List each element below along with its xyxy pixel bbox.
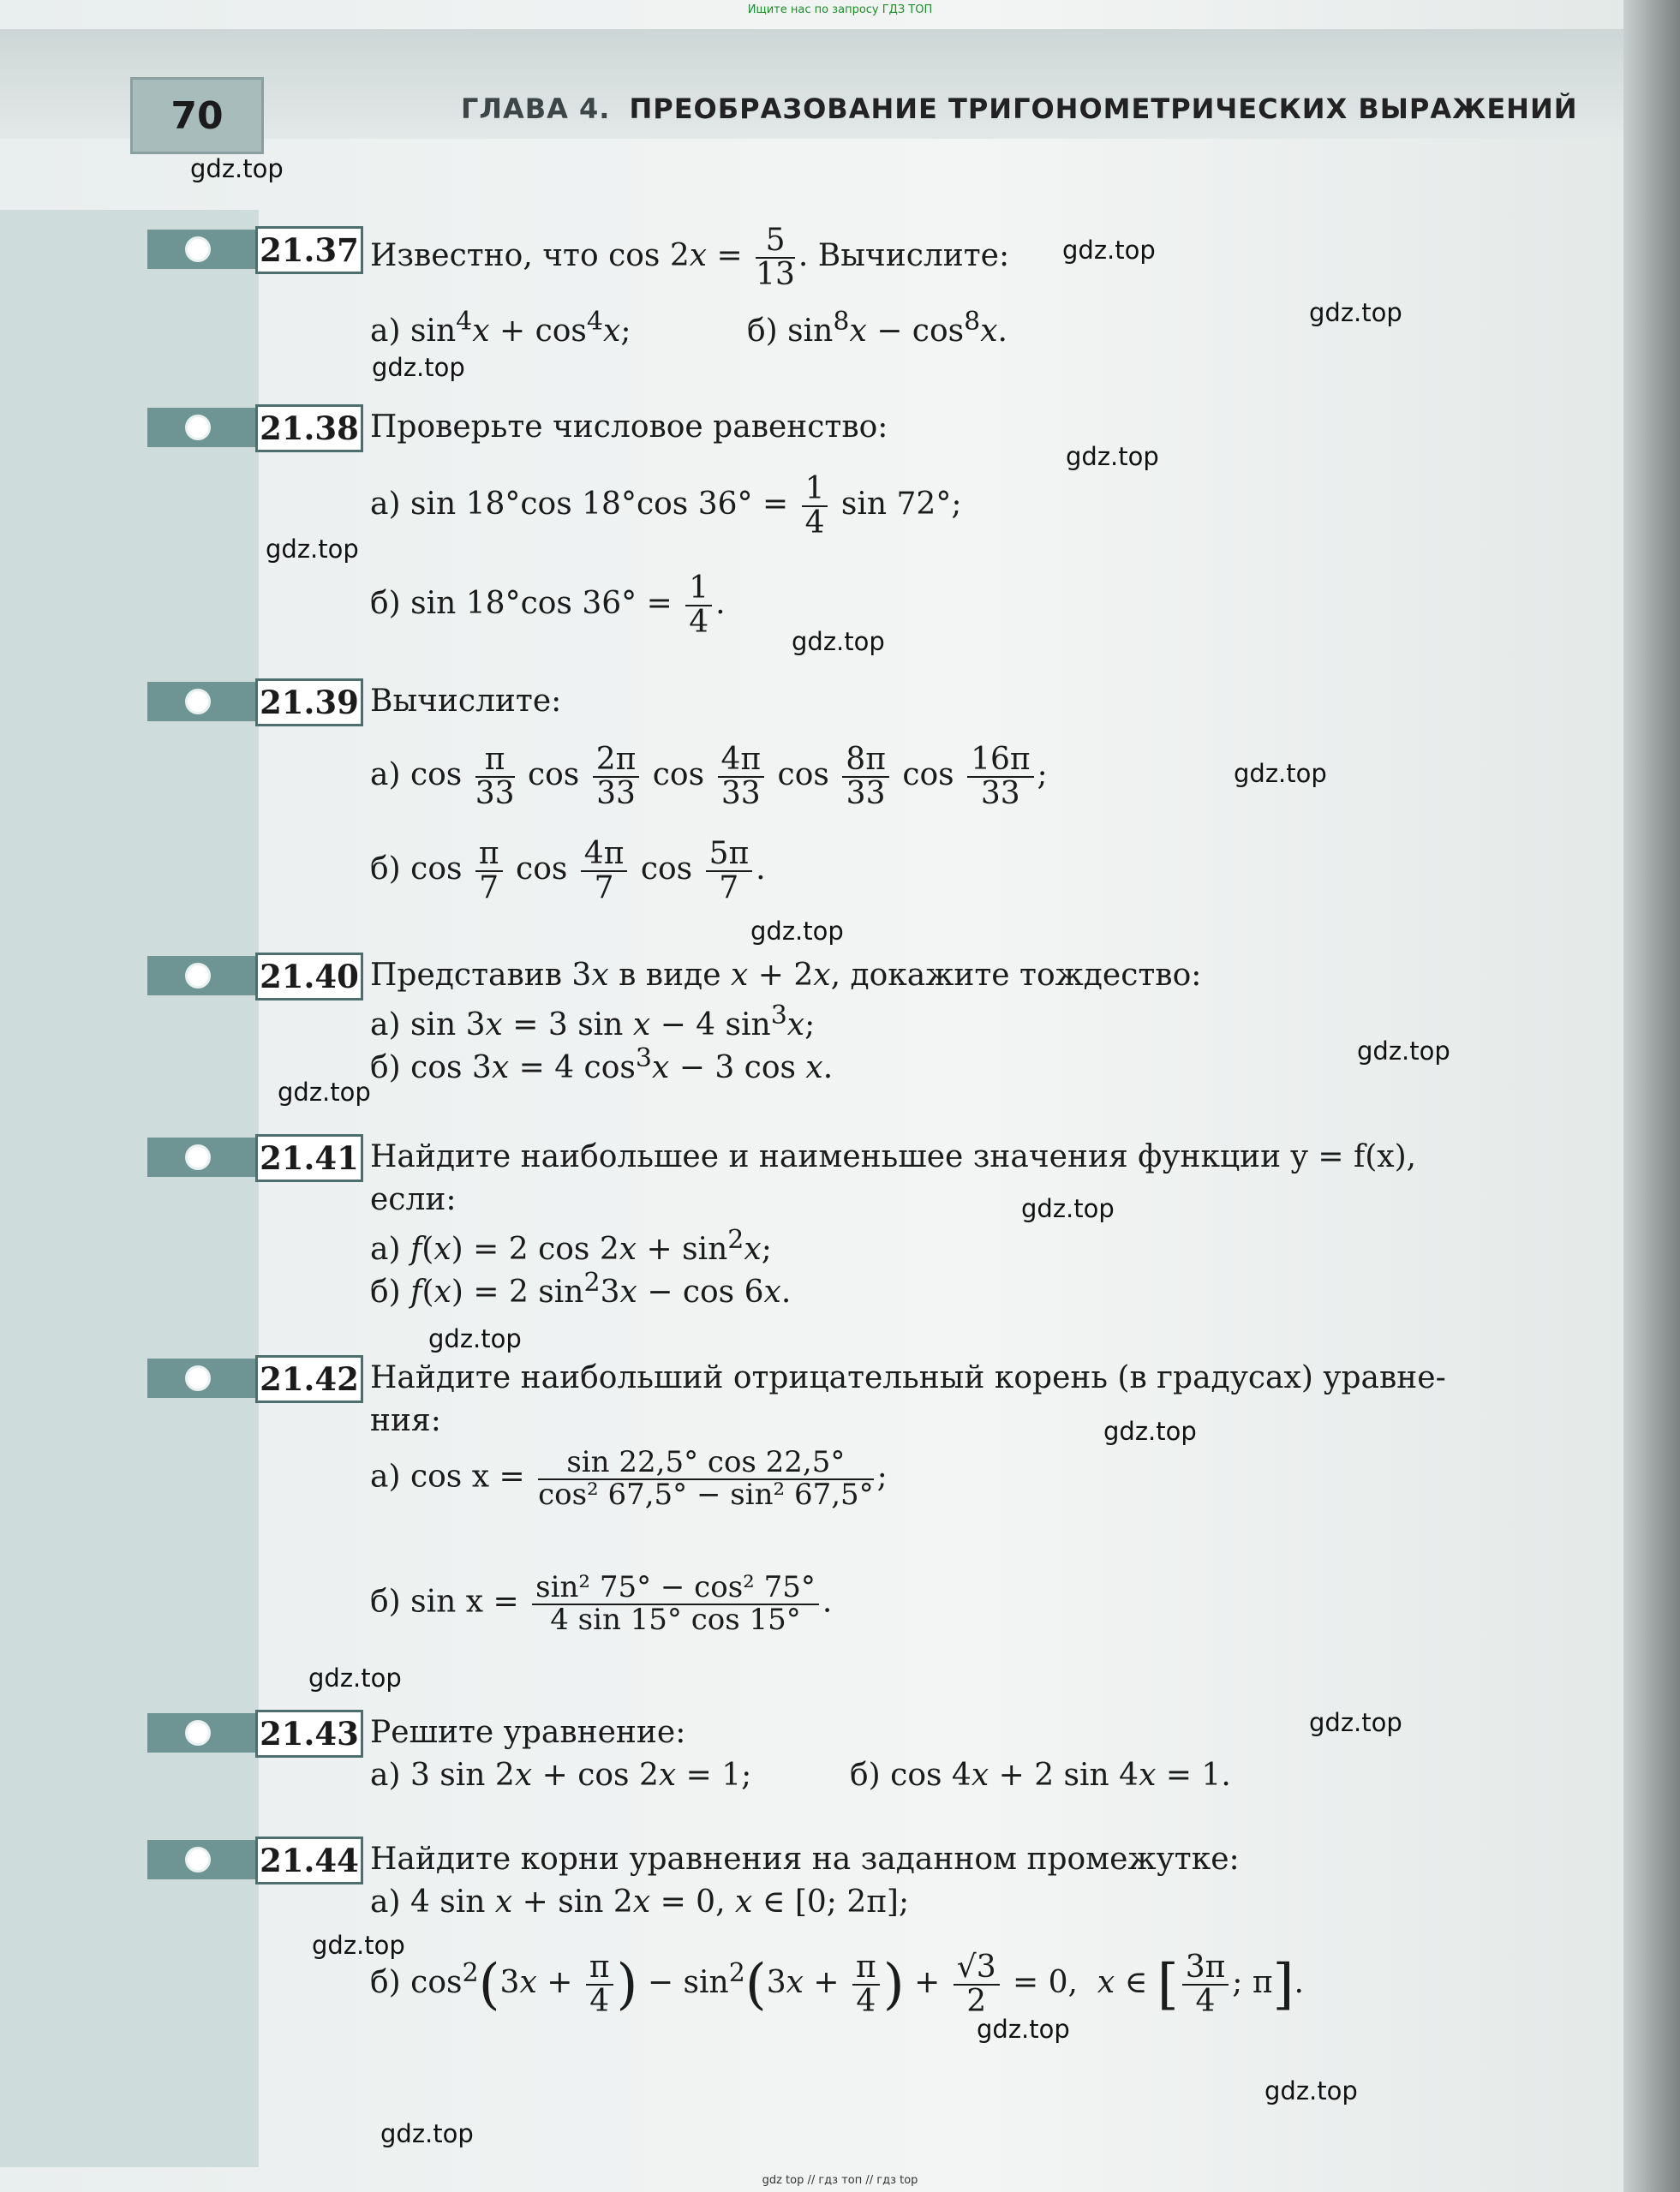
problem-number: 21.42 bbox=[255, 1355, 363, 1403]
problem-part-b: б) f(x) = 2 $\sin^23x - \cos 6x$. bbox=[370, 1268, 792, 1310]
fraction: $\frac{√3}{2}$ bbox=[954, 1951, 1000, 2018]
fraction: $\frac{16\pi}{33}$ bbox=[967, 744, 1033, 810]
circle-icon bbox=[185, 1847, 211, 1872]
fraction: $\frac{5\pi}{7}$ bbox=[706, 838, 753, 905]
problem-part-b: б) cos 4x + 2 sin 4x = 1. bbox=[850, 1758, 1231, 1793]
fraction: $\frac{\pi}{7}$ bbox=[475, 838, 503, 905]
watermark: gdz.top bbox=[750, 917, 844, 946]
circle-icon bbox=[185, 963, 211, 988]
problem-header-21-44 bbox=[147, 1840, 360, 1879]
chapter-title: ПРЕОБРАЗОВАНИЕ ТРИГОНОМЕТРИЧЕСКИХ ВЫРАЖЕНИЙ bbox=[629, 93, 1578, 125]
circle-icon bbox=[185, 236, 211, 262]
watermark: gdz.top bbox=[792, 627, 885, 656]
problem-number: 21.41 bbox=[255, 1134, 363, 1182]
fraction: $\frac{3\pi}{4}$ bbox=[1182, 1951, 1229, 2018]
problem-part-b: б) sin x = $\frac{\text{sin² 75° − cos² 75°}}{4 \sin 15^\circ \cos 15^\circ}$ . bbox=[370, 1570, 833, 1637]
watermark: gdz.top bbox=[1264, 2076, 1358, 2105]
watermark: gdz.top bbox=[1066, 442, 1159, 471]
problem-header-21-42 bbox=[147, 1359, 360, 1398]
problem-number: 21.40 bbox=[255, 953, 363, 1000]
problem-number: 21.38 bbox=[255, 404, 363, 452]
watermark: gdz.top bbox=[380, 2119, 474, 2148]
circle-icon bbox=[185, 689, 211, 714]
problem-part-a: а) cos $\frac{\pi}{33}$ cos $\frac{2\pi}{33}$ cos $\frac{4\pi}{33}$ cos $\frac{8\pi}{33}$ cos $\frac{16\pi}{33}$ ; bbox=[370, 742, 1048, 811]
fraction: $\frac{1}{4}$ bbox=[802, 473, 828, 540]
problem-header-21-38 bbox=[147, 408, 360, 447]
problem-statement: Представив 3x в виде x + 2x, докажите тождество: bbox=[370, 958, 1202, 993]
circle-icon bbox=[185, 1144, 211, 1170]
problem-part-a: а) $\sin^4x + \cos^4x$; bbox=[370, 307, 631, 349]
watermark: gdz.top bbox=[1309, 298, 1402, 327]
watermark: gdz.top bbox=[1357, 1036, 1450, 1066]
problem-statement: Проверьте числовое равенство: bbox=[370, 409, 888, 445]
watermark: gdz.top bbox=[266, 535, 359, 564]
watermark: gdz.top bbox=[190, 154, 284, 183]
watermark: gdz.top bbox=[1021, 1194, 1115, 1223]
problem-header-21-37 bbox=[147, 230, 360, 269]
fraction: $\frac{\sin 22,5^\circ \cos 22,5^\circ}{\text{cos² 67,5° − sin² 67,5°}}$ bbox=[538, 1445, 874, 1512]
watermark: gdz.top bbox=[428, 1324, 522, 1353]
problem-header-21-43 bbox=[147, 1713, 360, 1753]
problem-part-a: а) cos x = $\frac{\sin 22,5^\circ \cos 22,5^\circ}{\text{cos² 67,5° − sin² 67,5°}}$ ; bbox=[370, 1445, 888, 1512]
fraction: $\frac{5}{13}$ bbox=[756, 223, 795, 292]
fraction: $\frac{4\pi}{7}$ bbox=[581, 838, 628, 905]
watermark: gdz.top bbox=[372, 353, 465, 382]
fraction: $\frac{1}{4}$ bbox=[685, 572, 712, 639]
fraction: $\frac{2\pi}{33}$ bbox=[593, 744, 640, 810]
watermark: gdz.top bbox=[1234, 759, 1327, 788]
problem-statement: Известно, что cos 2x = $\frac{5}{13}$ . Вычислите: bbox=[370, 223, 1010, 292]
watermark: gdz.top bbox=[1062, 236, 1156, 265]
page-edge bbox=[1623, 0, 1680, 2192]
fraction: $\frac{\pi}{4}$ bbox=[852, 1951, 880, 2018]
problem-part-a: а) f(x) = 2 $\cos 2x + \sin^2x$; bbox=[370, 1225, 772, 1267]
fraction: $\frac{\pi}{4}$ bbox=[586, 1951, 613, 2018]
problem-part-a: а) sin 18°cos 18°cos 36° = $\frac{1}{4}$ sin 72°; bbox=[370, 471, 962, 541]
problem-statement-continued: ния: bbox=[370, 1403, 441, 1438]
problem-number: 21.44 bbox=[255, 1837, 363, 1884]
watermark: gdz.top bbox=[1103, 1417, 1197, 1446]
fraction: $\frac{\pi}{33}$ bbox=[475, 742, 515, 811]
problem-number: 21.43 bbox=[255, 1710, 363, 1758]
top-note: Ищите нас по запросу ГДЗ ТОП bbox=[747, 3, 933, 16]
problem-part-b: б) sin 18°cos 36° = $\frac{1}{4}$ . bbox=[370, 570, 726, 640]
fraction: $\frac{4\pi}{33}$ bbox=[718, 744, 765, 810]
problem-part-a: а) 3 sin 2x + cos 2x = 1; bbox=[370, 1758, 752, 1793]
circle-icon bbox=[185, 1720, 211, 1746]
fraction: $\frac{8\pi}{33}$ bbox=[842, 744, 889, 810]
problem-header-21-39 bbox=[147, 682, 360, 721]
problem-statement: Найдите наибольший отрицательный корень (в градусах) уравне- bbox=[370, 1360, 1446, 1395]
problem-statement: Решите уравнение: bbox=[370, 1715, 686, 1750]
problem-header-21-40 bbox=[147, 956, 360, 995]
watermark: gdz.top bbox=[1309, 1708, 1402, 1737]
problem-header-21-41 bbox=[147, 1138, 360, 1177]
problem-part-a: а) 4 sin x + sin 2x = 0, x ∈ [0; 2π]; bbox=[370, 1884, 910, 1920]
chapter-label: ГЛАВА 4. bbox=[461, 93, 611, 125]
problem-part-b: б) $\cos^2(3x$ + $\frac{\pi}{4}$ ) − $\sin^2(3x$ + $\frac{\pi}{4}$ ) + $\frac{√3}{2}$ = 0, x ∈ [ $\frac{3\pi}{4}$ ; π]. bbox=[370, 1950, 1304, 2019]
problem-part-b: б) cos $\frac{\pi}{7}$ cos $\frac{4\pi}{7}$ cos $\frac{5\pi}{7}$ . bbox=[370, 836, 766, 905]
circle-icon bbox=[185, 415, 211, 440]
problem-statement: Вычислите: bbox=[370, 684, 562, 719]
chapter-heading bbox=[461, 93, 1578, 125]
watermark: gdz.top bbox=[308, 1663, 402, 1693]
watermark: gdz.top bbox=[278, 1078, 371, 1107]
watermark: gdz.top bbox=[312, 1931, 405, 1960]
page-number: 70 bbox=[130, 77, 264, 154]
problem-statement-continued: если: bbox=[370, 1182, 457, 1217]
fraction: $\frac{\text{sin² 75° − cos² 75°}}{4 \sin 15^\circ \cos 15^\circ}$ bbox=[532, 1573, 819, 1635]
problem-statement: Найдите наибольшее и наименьшее значения функции y = f(x), bbox=[370, 1139, 1417, 1174]
circle-icon bbox=[185, 1365, 211, 1391]
problem-statement: Найдите корни уравнения на заданном промежутке: bbox=[370, 1842, 1240, 1877]
problem-number: 21.39 bbox=[255, 678, 363, 726]
problem-part-b: б) $\sin^8x - \cos^8x$. bbox=[747, 307, 1007, 349]
problem-number: 21.37 bbox=[255, 226, 363, 274]
problem-part-b: б) cos 3x = 4 $\cos^3x - 3$ cos x. bbox=[370, 1043, 834, 1085]
watermark: gdz.top bbox=[977, 2015, 1070, 2044]
problem-part-a: а) sin 3x = 3 sin x − 4 $\sin^3x$; bbox=[370, 1000, 816, 1042]
bottom-note: gdz top // гдз топ // гдз top bbox=[762, 2174, 918, 2187]
